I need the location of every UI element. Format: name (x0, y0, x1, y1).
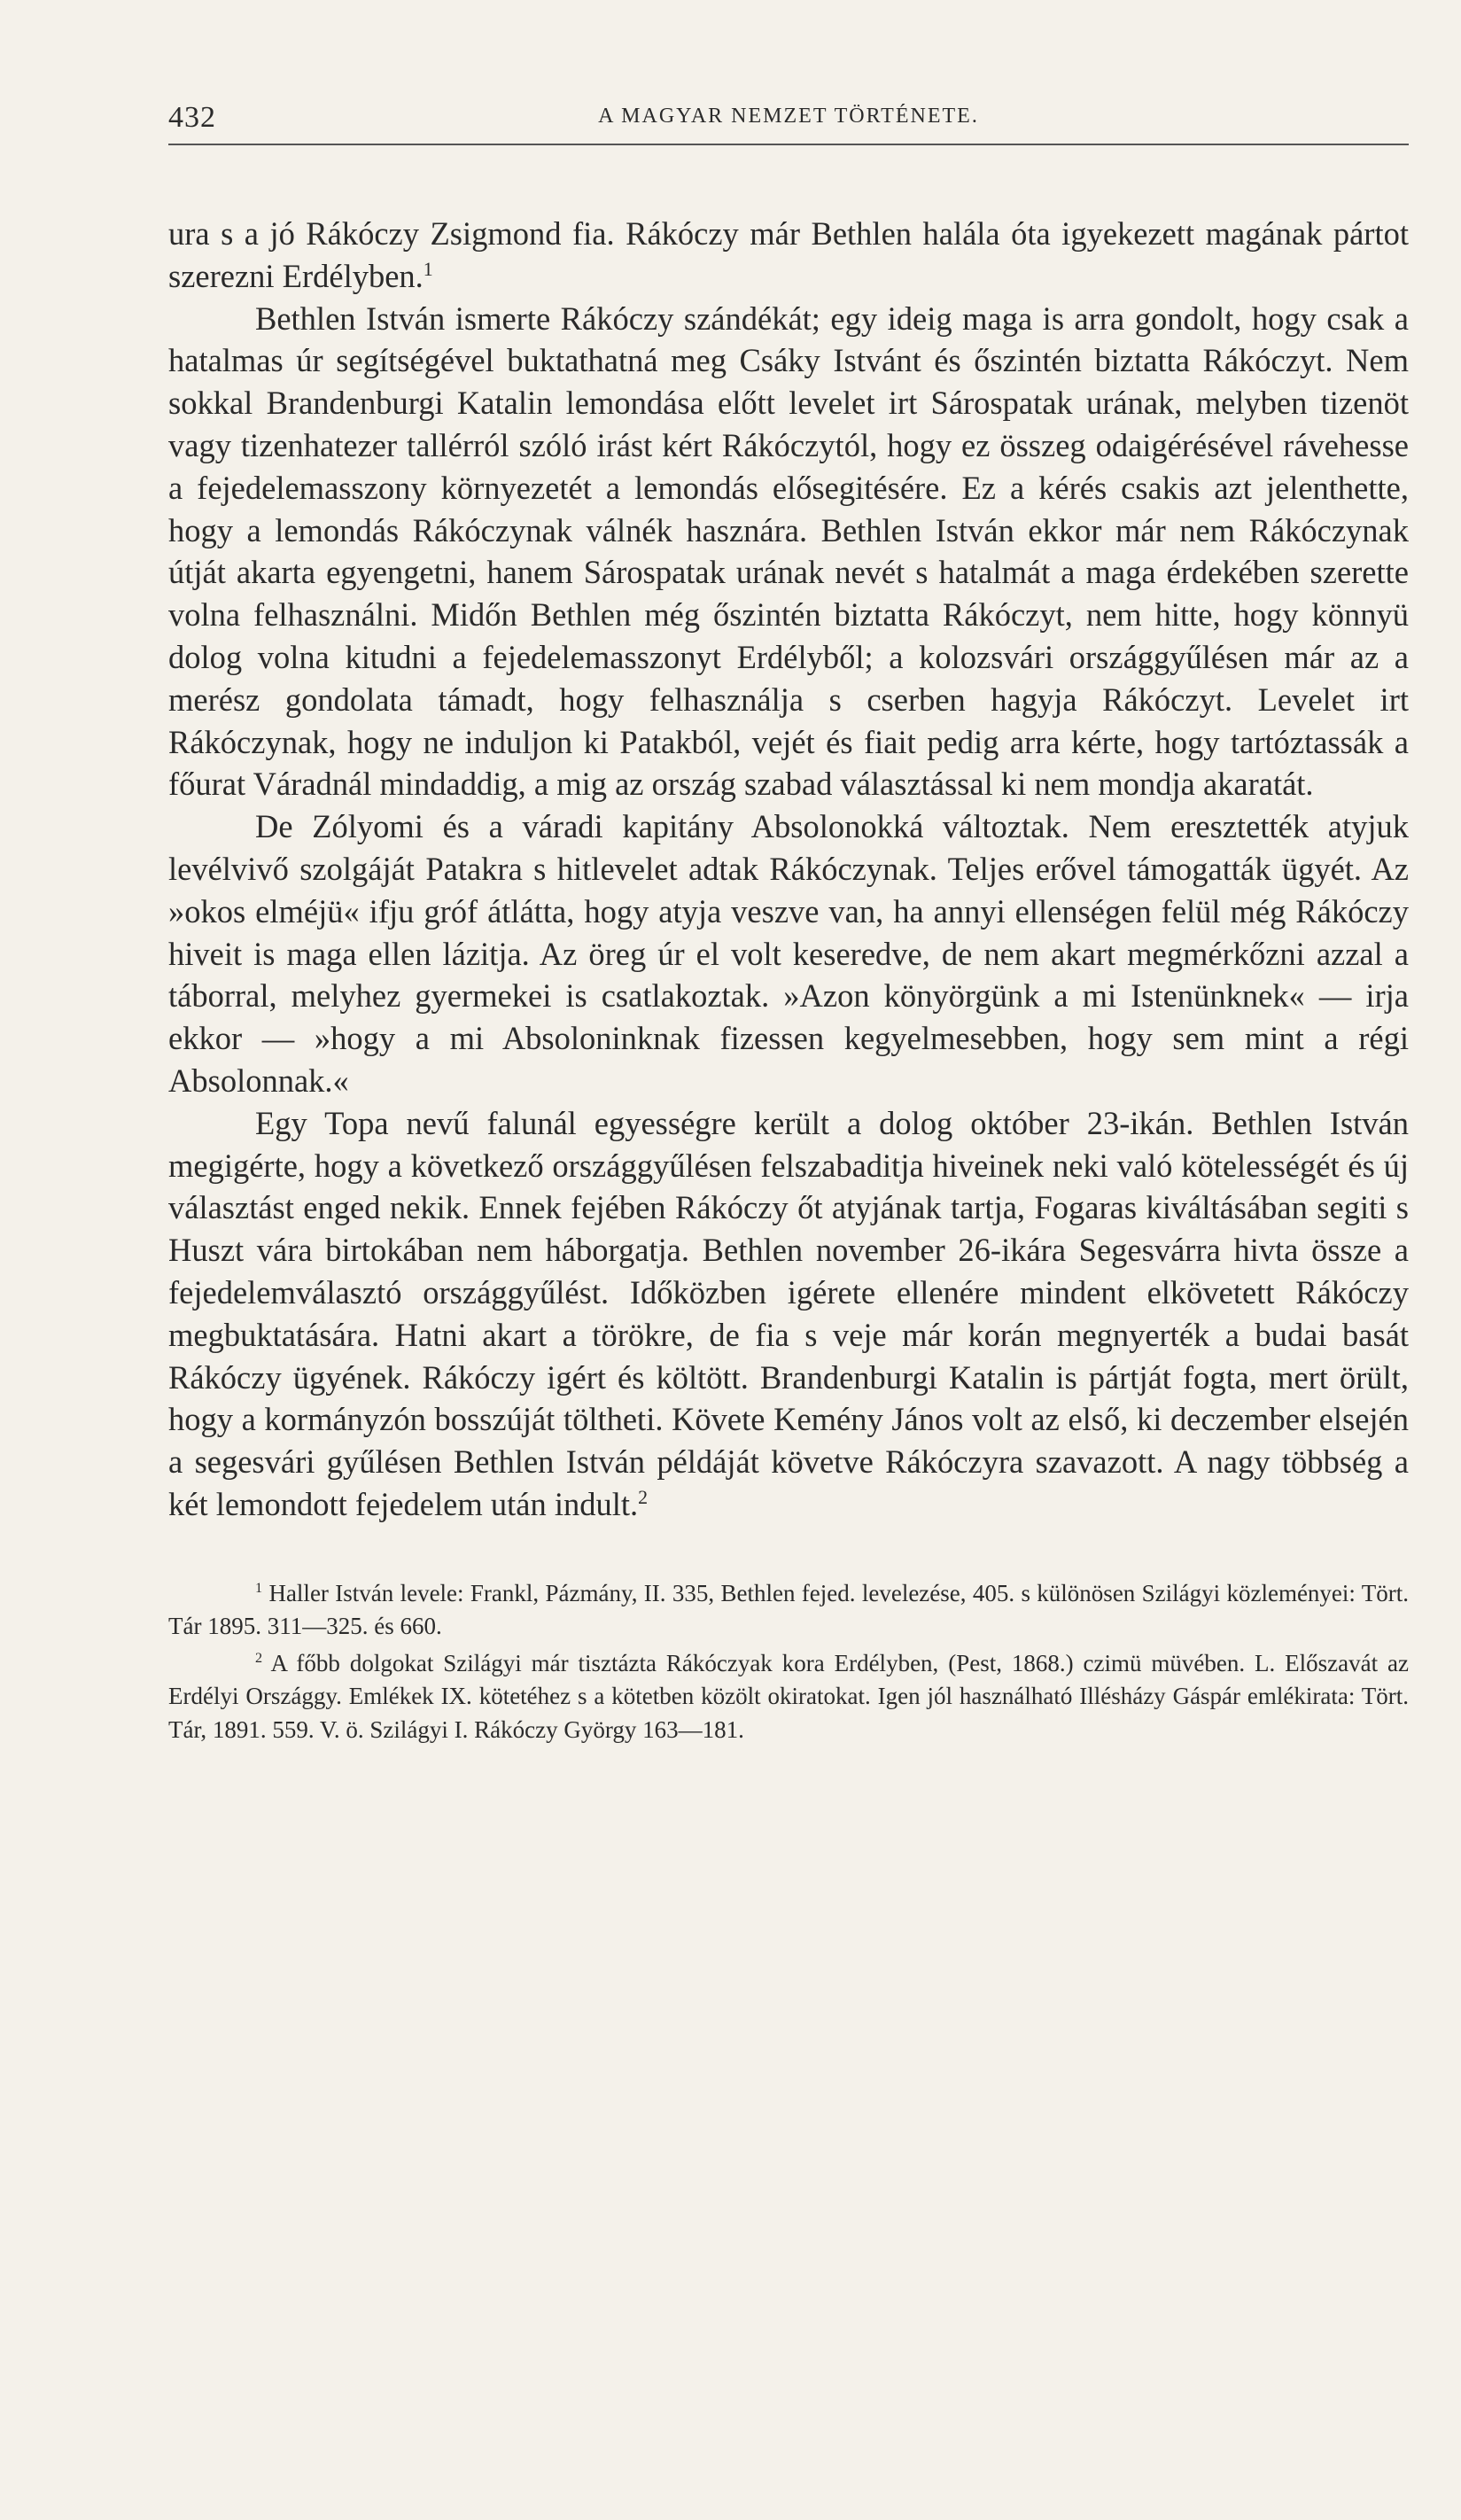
footnotes (168, 1577, 1409, 1747)
footnote-reference[interactable]: 1 (423, 257, 433, 280)
paragraph-text: Egy Topa nevű falunál egyességre került a dolog október 23-ikán. Bethlen István megigérte, hogy a következő országgyűlésen felszabaditja hiveinek neki való kötelességét és új választást enged nekik. Ennek fejében Rákóczy őt atyjának tartja, Fogaras kiváltásában segiti s Huszt vára birtokában nem háborgatja. Bethlen november 26-ikára Segesvárra hivta össze a fejedelemválasztó országgyűlést. Időközben igérete ellenére mindent elkövetett Rákóczy megbuktatására. Hatni akart a törökre, de fia s veje már korán megnyerték a budai basát Rákóczy ügyének. Rákóczy igért és költött. Brandenburgi Katalin is pártját fogta, mert örült, hogy a kormányzón bosszúját töltheti. Követe Kemény János volt az első, ki deczember elsején a segesvári gyűlésen Bethlen István példáját követve Rákóczyra szavazott. A nagy többség a két lemondott fejedelem után indult. (168, 1104, 1409, 1522)
paragraph (168, 805, 1409, 1102)
footnote (168, 1577, 1409, 1644)
footnote-text: A főbb dolgokat Szilágyi már tisztázta Rákóczyak kora Erdélyben, (Pest, 1868.) czimü müvében. L. Előszavát az Erdélyi Országgy. Emlékek IX. kötetéhez s a kötetben közölt okiratokat. Igen jól használható Illésházy Gáspár emlékirata: Tört. Tár, 1891. 559. V. ö. Szilágyi I. Rákóczy György 163—181. (168, 1649, 1409, 1743)
paragraph-text: ura s a jó Rákóczy Zsigmond fia. Rákóczy már Bethlen halála óta igyekezett magának pártot szerezni Erdélyben. (168, 215, 1409, 294)
book-page (168, 97, 1409, 1746)
footnote-mark: 1 (255, 1579, 263, 1596)
footnote (168, 1647, 1409, 1747)
paragraph (168, 1102, 1409, 1526)
footnote-text: Haller István levele: Frankl, Pázmány, II. 335, Bethlen fejed. levelezése, 405. s különösen Szilágyi közleményei: Tört. Tár 1895. 311—325. és 660. (168, 1579, 1410, 1640)
paragraph-text: Bethlen István ismerte Rákóczy szándékát; egy ideig maga is arra gondolt, hogy csak a hatalmas úr segítségével buktathatná meg Csáky Istvánt és őszintén biztatta Rákóczyt. Nem sokkal Brandenburgi Katalin lemondása előtt levelet irt Sárospatak urának, melyben tizenöt vagy tizenhatezer tallérról szóló irást kért Rákóczytól, hogy ez összeg odaigérésével rávehesse a fejedelemasszony környezetét a lemondás elősegitésére. Ez a kérés csakis azt jelenthette, hogy a lemondás Rákóczynak válnék hasznára. Bethlen István ekkor már nem Rákóczynak útját akarta egyengetni, hanem Sárospatak urának nevét s hatalmát a maga érdekében szerette volna felhasználni. Midőn Bethlen még őszintén biztatta Rákóczyt, nem hitte, hogy könnyü dolog volna kitudni a fejedelemasszonyt Erdélyből; a kolozsvári országgyűlésen már az a merész gondolata támadt, hogy felhasználja s cserben hagyja Rákóczyt. Levelet irt Rákóczynak, hogy ne induljon ki Patakból, vejét és fiait pedig arra kérte, hogy tartóztassák a főurat Váradnál mindaddig, a mig az ország szabad választással ki nem mondja akaratát. (168, 299, 1409, 803)
running-title: A MAGYAR NEMZET TÖRTÉNETE. (598, 105, 979, 128)
footnote-mark: 2 (255, 1649, 263, 1666)
page-header (168, 97, 1409, 145)
footnote-reference[interactable]: 2 (638, 1485, 649, 1508)
paragraph (168, 213, 1409, 298)
paragraph (168, 298, 1409, 806)
page-number: 432 (168, 101, 216, 134)
main-text (168, 213, 1409, 1526)
paragraph-text: De Zólyomi és a váradi kapitány Absolonokká változtak. Nem eresztették atyjuk levélvivő szolgáját Patakra s hitlevelet adtak Rákóczynak. Teljes erővel támogatták ügyét. Az »okos elméjü« ifju gróf átlátta, hogy atyja veszve van, ha annyi ellenségen felül még Rákóczy hiveit is maga ellen lázitja. Az öreg úr el volt keseredve, de nem akart megmérkőzni azzal a táborral, melyhez gyermekei is csatlakoztak. »Azon könyörgünk a mi Istenünknek« — irja ekkor — »hogy a mi Absoloninknak fizessen kegyelmesebben, hogy sem mint a régi Absolonnak.« (168, 808, 1409, 1099)
